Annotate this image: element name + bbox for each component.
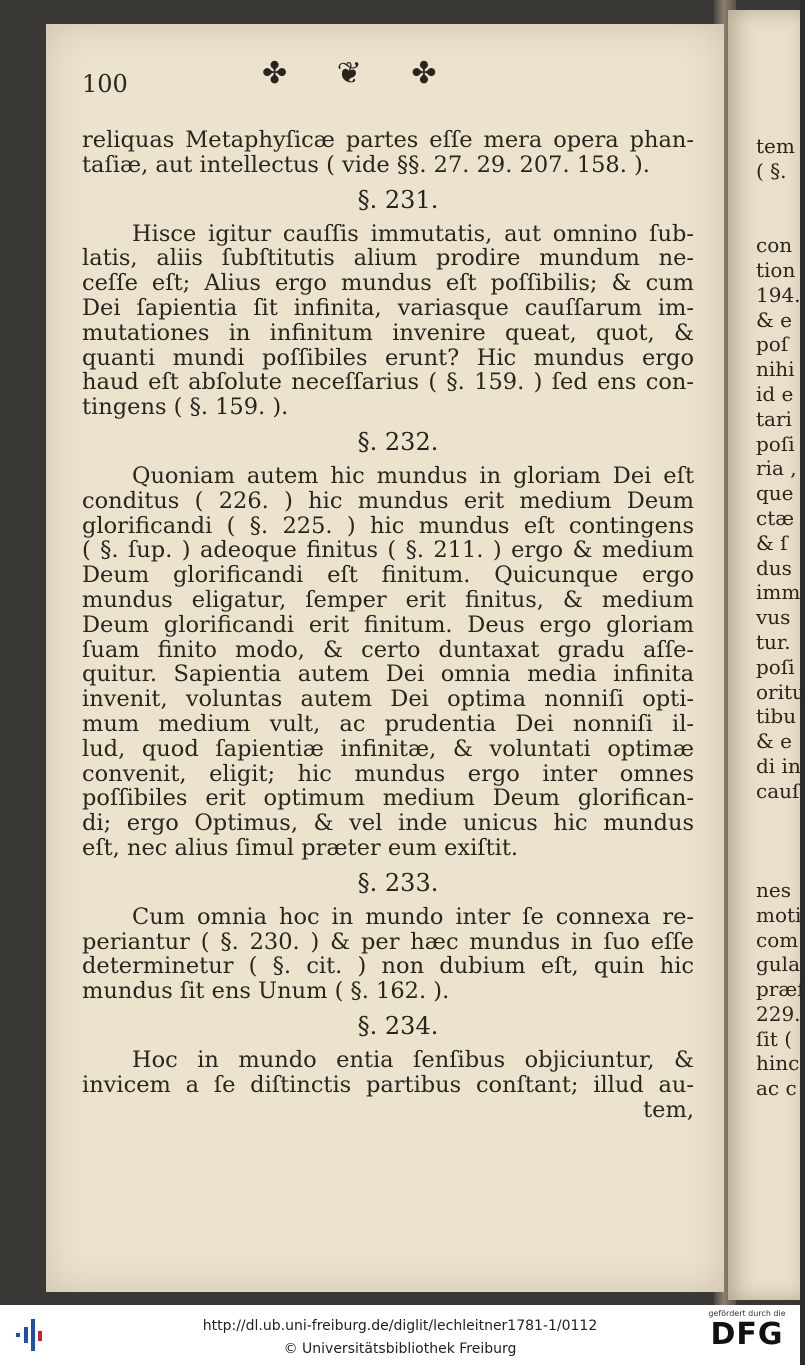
text-line: Quoniam autem hic mundus in gloriam Dei eſt [132,462,694,489]
facing-text-line: poſi [756,654,795,679]
section-heading: §. 231. [357,185,439,214]
section-heading: §. 232. [357,427,439,456]
facing-text-line: poſ [756,332,789,357]
page-header [82,52,662,102]
text-line: conditus ( 226. ) hic mundus erit medium Deum [82,487,694,514]
section-heading: §. 233. [357,868,439,897]
facing-text-line: ria , [756,456,797,481]
facing-text-line: ctæ [756,505,795,530]
facing-text-line: & ſ [756,530,788,555]
facing-text-line: & e [756,729,792,754]
text-line: glorificandi ( §. 225. ) hic mundus eſt contingens [82,512,694,539]
source-url[interactable]: http://dl.ub.uni-freiburg.de/diglit/lechleitner1781-1/0112 [202,1318,598,1334]
text-line: mum medium vult, ac prudentia Dei nonniſi il- [82,710,694,737]
facing-text-line: ( §. [756,158,787,183]
text-line: mundus eligatur, ſemper erit finitus, & medium [82,586,694,613]
text-line: determinetur ( §. cit. ) non dubium eſt, quin hic [82,953,694,980]
text-line: invicem a ſe diſtinctis partibus conſtant; illud au- [82,1071,694,1098]
text-line: Hisce igitur cauſſis immutatis, aut omnino ſub- [132,220,694,247]
text-line: ſuam finito modo, & certo duntaxat gradu aſſe- [82,636,694,663]
text-line: ( §. ſup. ) adeoque finitus ( §. 211. ) ergo & medium [82,537,694,564]
text-line: reliquas Metaphyſicæ partes eſſe mera opera phan- [82,127,694,153]
page-text [82,128,694,1122]
facing-text-line: tur. [756,629,791,654]
text-line: latis, aliis ſubſtitutis alium prodire mundum ne- [82,245,694,272]
facing-text-line [728,184,805,209]
text-line: invenit, voluntas autem Dei optima nonniſi opti- [82,686,694,713]
text-line: quanti mundi poſſibiles erunt? Hic mundus ergo [82,344,694,371]
facing-text-line: id e [756,381,794,406]
facing-text-line: tibu [756,704,797,729]
facing-text-line: con [756,233,793,258]
text-line: poſſibiles erit optimum medium Deum glorifican- [82,785,694,812]
facing-text-line: cauſ [756,778,800,803]
facing-text-line: poſi [756,431,795,456]
facing-text-line: tion [756,257,796,282]
facing-text-line: ſit ( [756,1026,792,1051]
text-line: tem, [643,1096,694,1123]
text-line: taſiæ, aut intellectus ( vide §§. 27. 29. 207. 158. ). [82,151,650,178]
copyright-notice: © Universitätsbibliothek Freiburg [283,1341,517,1357]
text-line: tingens ( §. 159. ). [82,394,289,421]
facing-text-line: di in [756,753,801,778]
text-line: lud, quod ſapientiæ infinitæ, & voluntati optimæ [82,735,694,762]
facing-text-line [728,804,805,829]
facing-text-line: nihi [756,357,795,382]
facing-text-line: 194. [756,282,801,307]
facing-text-line: nes [756,877,791,902]
header-ornament: ✤ ❦ ✤ [262,56,457,91]
facing-text-line: 229. [756,1001,801,1026]
dfg-logo [702,1309,792,1361]
dfg-caption: gefördert durch die [708,1309,786,1318]
facing-text-line: vus [756,605,791,630]
facing-page-text [728,134,805,1101]
facing-text-line: moti [756,902,802,927]
section-heading: §. 234. [357,1011,439,1040]
text-line: quitur. Sapientia autem Dei omnia media infinita [82,661,694,688]
facing-text-line: dus [756,555,792,580]
text-line: convenit, eligit; hic mundus ergo inter omnes [82,760,694,787]
text-line: Deum glorificandi erit finitum. Deus ergo gloriam [82,611,694,638]
facing-text-line [728,853,805,878]
text-line: di; ergo Optimus, & vel inde unicus hic mundus [82,810,694,837]
facing-text-line: & e [756,307,792,332]
facing-text-line: tari [756,406,792,431]
page-number: 100 [82,70,128,98]
text-line: haud eſt abſolute neceſſarius ( §. 159. ) ſed ens con- [82,369,694,396]
text-line: eſt, nec alius ſimul præter eum exiſtit. [82,834,519,861]
facing-page [728,10,805,1300]
facing-text-line: ac c [756,1076,797,1101]
text-line: mundus ſit ens Unum ( §. 162. ). [82,978,450,1005]
viewer-footer [0,1305,800,1365]
facing-text-line: imm [756,580,801,605]
text-line: Deum glorificandi eſt finitum. Quicunque ergo [82,562,694,589]
dfg-wordmark: DFG [710,1317,784,1352]
facing-text-line: oritu [756,679,805,704]
facing-text-line: præſ [756,977,805,1002]
facing-text-line: tem [756,134,795,158]
text-line: mutationes in infinitum invenire queat, quot, & [82,319,694,346]
facing-text-line: com [756,927,799,952]
text-line: ceſſe eſt; Alius ergo mundus eſt poſſibilis; & cum [82,270,694,297]
facing-text-line [728,828,805,853]
facing-text-line: hinc [756,1051,800,1076]
text-line: Cum omnia hoc in mundo inter ſe connexa re- [132,903,694,930]
text-line: Hoc in mundo entia ſenſibus objiciuntur, & [132,1046,694,1073]
facing-text-line: que [756,481,794,506]
facing-text-line [728,208,805,233]
text-line: Dei ſapientia ſit infinita, variasque cauſſarum im- [82,294,694,321]
facing-text-line: gula [756,952,801,977]
text-line: periantur ( §. 230. ) & per hæc mundus in ſuo eſſe [82,928,694,955]
